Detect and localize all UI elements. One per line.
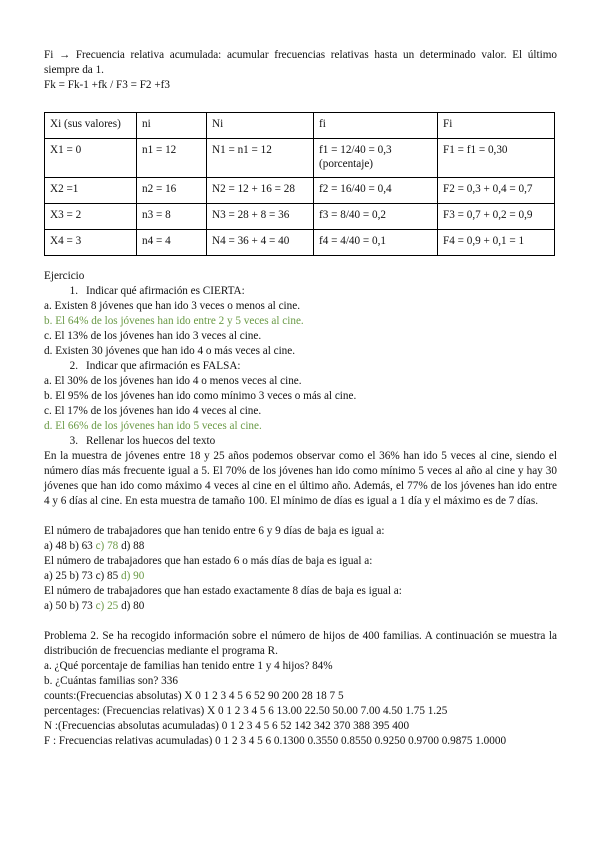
problem-intro: Problema 2. Se ha recogido información sobre el número de hijos de 400 familias. A continuación se muestra la distribución de frecuencias mediante el programa R. [44, 630, 557, 657]
answer-correct: c) 78 [95, 540, 119, 552]
option-item: a. El 30% de los jóvenes han ido 4 o menos veces al cine. [44, 375, 302, 387]
r-output-counts: counts:(Frecuencias absolutas) X 0 1 2 3 4 5 6 52 90 200 28 18 7 5 [44, 690, 344, 702]
table-row [45, 178, 555, 204]
table-cell: n3 = 8 [137, 204, 207, 230]
problem-question-a: a. ¿Qué porcentaje de familias han tenido entre 1 y 4 hijos? 84% [44, 660, 333, 672]
worker-answers [44, 539, 557, 554]
worker-answers [44, 599, 557, 614]
option-item: c. El 13% de los jóvenes han ido 3 veces al cine. [44, 330, 262, 342]
table-header-cell: Xi (sus valores) [45, 113, 137, 139]
table-cell: X3 = 2 [45, 204, 137, 230]
ejercicio-title: Ejercicio [44, 270, 85, 282]
table-cell: n1 = 12 [137, 139, 207, 178]
option-item: c. El 17% de los jóvenes han ido 4 veces al cine. [44, 405, 262, 417]
table-header-cell: Ni [207, 113, 314, 139]
question-1 [44, 284, 557, 299]
r-output-percentages: percentages: (Frecuencias relativas) X 0 1 2 3 4 5 6 13.00 22.50 50.00 7.00 4.50 1.75 1.25 [44, 705, 448, 717]
table-row [45, 230, 555, 256]
worker-question: El número de trabajadores que han estado exactamente 8 días de baja es igual a: [44, 585, 402, 597]
option-item-correct: b. El 64% de los jóvenes han ido entre 2 y 5 veces al cine. [44, 315, 304, 327]
problema-2-section [44, 629, 557, 749]
table-row [45, 139, 555, 178]
table-row [45, 204, 555, 230]
table-header-cell: Fi [438, 113, 555, 139]
table-cell: F4 = 0,9 + 0,1 = 1 [438, 230, 555, 256]
answer-text: a) 50 b) 73 [44, 600, 96, 612]
worker-answers [44, 569, 557, 584]
table-cell: N4 = 36 + 4 = 40 [207, 230, 314, 256]
frequency-table [44, 112, 555, 256]
fill-in-paragraph: En la muestra de jóvenes entre 18 y 25 años podemos observar como el 36% han ido 5 veces al cine, siendo el número días más frecuente igual a 5. El 70% de los jóvenes han ido como mínimo 5 veces al año al cine y hay 30 jóvenes que han ido como máximo 4 veces al cine en el último año. Además, el 77% de los jóvenes han ido entre 4 y 6 días al cine. En esta muestra de tamaño 100. El mínimo de días es igual a 1 día y el máximo es de 7 días. [44, 450, 557, 507]
question-2 [44, 359, 557, 374]
table-cell: F3 = 0,7 + 0,2 = 0,9 [438, 204, 555, 230]
question-number: 2. [69, 360, 78, 372]
table-header-row [45, 113, 555, 139]
ejercicio-section [44, 269, 557, 509]
table-cell: N3 = 28 + 8 = 36 [207, 204, 314, 230]
table-cell-text: f1 = 12/40 = 0,3 [319, 144, 392, 156]
table-cell: f3 = 8/40 = 0,2 [314, 204, 438, 230]
table-cell [314, 139, 438, 178]
table-cell: X4 = 3 [45, 230, 137, 256]
table-cell: f2 = 16/40 = 0,4 [314, 178, 438, 204]
table-cell: F2 = 0,3 + 0,4 = 0,7 [438, 178, 555, 204]
table-cell: F1 = f1 = 0,30 [438, 139, 555, 178]
answer-text: d) 88 [118, 540, 145, 552]
answer-text: a) 48 b) 63 [44, 540, 96, 552]
question-text: Indicar qué afirmación es CIERTA: [86, 285, 245, 297]
problem-question-b: b. ¿Cuántas familias son? 336 [44, 675, 178, 687]
table-header-cell: ni [137, 113, 207, 139]
table-cell: X2 =1 [45, 178, 137, 204]
question-text: Indicar que afirmación es FALSA: [86, 360, 241, 372]
option-item-correct: d. El 66% de los jóvenes han ido 5 veces al cine. [44, 420, 262, 432]
table-cell: N1 = n1 = 12 [207, 139, 314, 178]
intro-formula: Fk = Fk-1 +fk / F3 = F2 +f3 [44, 79, 170, 91]
intro-definition: Fi → Frecuencia relativa acumulada: acumular frecuencias relativas hasta un determinado valor. El último siempre da 1. [44, 49, 557, 76]
question-text: Rellenar los huecos del texto [86, 435, 216, 447]
table-cell: X1 = 0 [45, 139, 137, 178]
option-item: a. Existen 8 jóvenes que han ido 3 veces o menos al cine. [44, 300, 300, 312]
r-output-cumulative-relative: F : Frecuencias relativas acumuladas) 0 1 2 3 4 5 6 0.1300 0.3550 0.8550 0.9250 0.9700 0.9875 1.0000 [44, 735, 507, 747]
table-cell: f4 = 4/40 = 0,1 [314, 230, 438, 256]
answer-text: d) 80 [118, 600, 145, 612]
r-output-cumulative-absolute: N :(Frecuencias absolutas acumuladas) 0 1 2 3 4 5 6 52 142 342 370 388 395 400 [44, 720, 410, 732]
table-cell: N2 = 12 + 16 = 28 [207, 178, 314, 204]
question-3 [44, 434, 557, 449]
document-page [44, 48, 557, 749]
trabajadores-section [44, 524, 557, 614]
answer-correct: d) 90 [121, 570, 145, 582]
option-item: b. El 95% de los jóvenes han ido como mínimo 3 veces o más al cine. [44, 390, 357, 402]
question-number: 1. [69, 285, 78, 297]
table-cell-note: (porcentaje) [319, 158, 374, 170]
answer-correct: c) 25 [95, 600, 119, 612]
table-cell: n2 = 16 [137, 178, 207, 204]
option-item: d. Existen 30 jóvenes que han ido 4 o más veces al cine. [44, 345, 296, 357]
table-cell: n4 = 4 [137, 230, 207, 256]
worker-question: El número de trabajadores que han estado 6 o más días de baja es igual a: [44, 555, 373, 567]
answer-text: a) 25 b) 73 c) 85 [44, 570, 122, 582]
table-header-cell: fi [314, 113, 438, 139]
worker-question: El número de trabajadores que han tenido entre 6 y 9 días de baja es igual a: [44, 525, 385, 537]
question-number: 3. [69, 435, 78, 447]
